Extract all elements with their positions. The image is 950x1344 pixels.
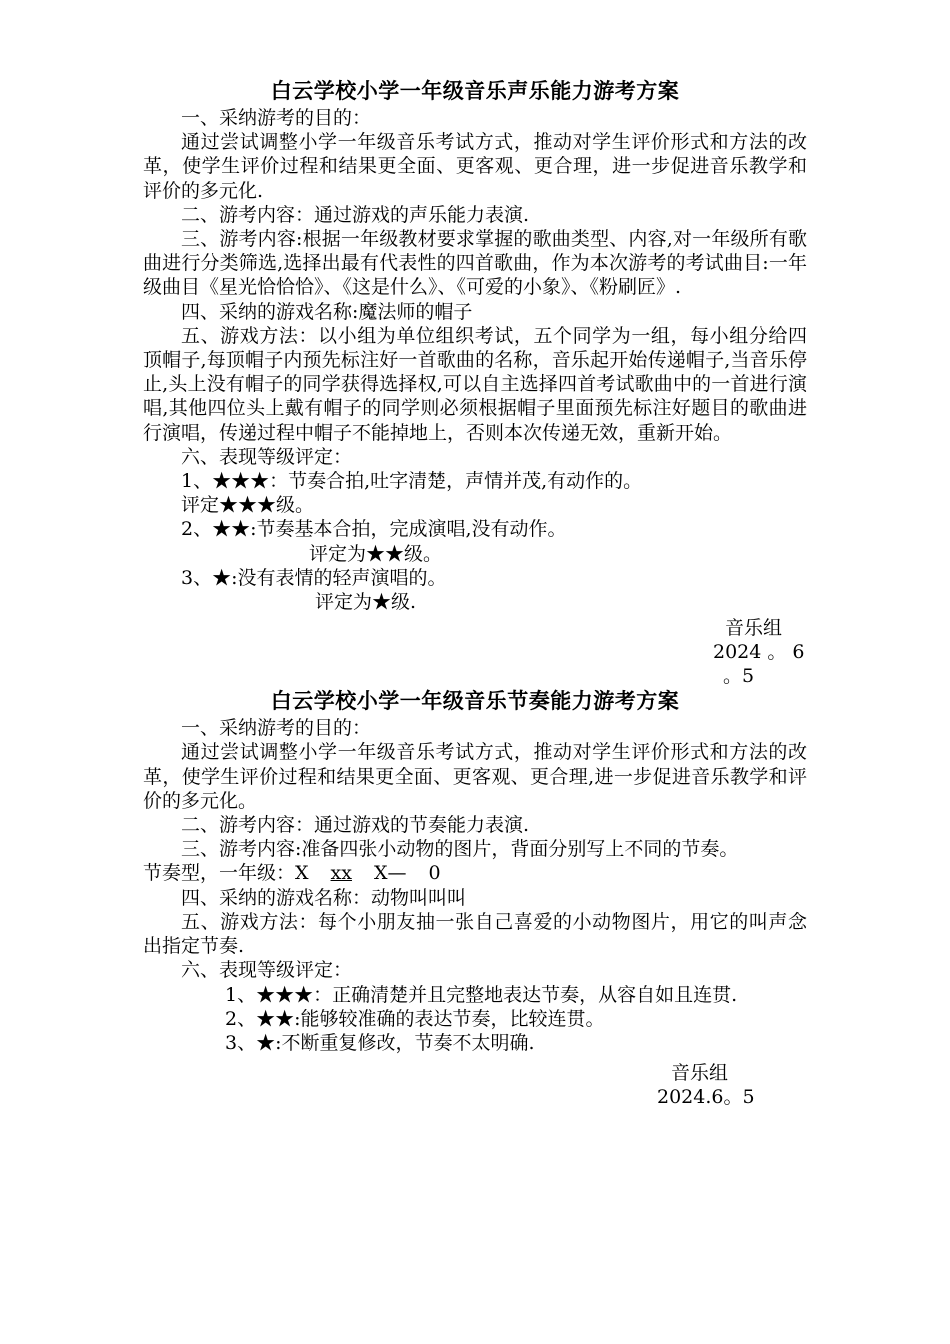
- grade-three-star-result: 评定★★★级。: [181, 494, 315, 517]
- section-title: 白云学校小学一年级音乐节奏能力游考方案: [270, 689, 680, 714]
- signature-date-continued: 。5: [723, 665, 755, 688]
- heading-purpose: 一、采纳游考的目的：: [181, 107, 372, 129]
- section-vocal-plan: [143, 76, 807, 688]
- rhythm-pattern: [143, 861, 807, 885]
- grade-three-star: 1、★★★：节奏合拍,吐字清楚，声情并茂,有动作的。: [181, 470, 643, 493]
- heading-purpose: 一、采纳游考的目的：: [181, 717, 372, 740]
- grade-two-star-result: 评定为★★级。: [309, 542, 443, 565]
- rhythm-eighth-notes: xx: [330, 862, 352, 885]
- heading-game-name: 四、采纳的游戏名称：动物叫叫叫: [181, 886, 467, 909]
- signature-date: 2024.6。5: [657, 1086, 755, 1109]
- heading-content: 二、游考内容：通过游戏的节奏能力表演.: [181, 814, 530, 837]
- rhythm-prefix: 节奏型，一年级：X: [143, 862, 309, 885]
- signature-date: 2024 。 6: [713, 641, 805, 664]
- grade-three-star: 1、★★★：正确清楚并且完整地表达节奏，从容自如且连贯.: [225, 983, 738, 1006]
- heading-content: 二、游考内容：通过游戏的声乐能力表演.: [181, 203, 530, 226]
- grade-one-star: 3、★:没有表情的轻声演唱的。: [181, 566, 447, 589]
- paragraph-game-method: 五、游戏方法：每个小朋友抽一张自己喜爱的小动物图片，用它的叫声念出指定节奏.: [143, 910, 807, 958]
- grade-one-star: 3、★:不断重复修改，节奏不太明确.: [225, 1031, 535, 1054]
- document-page: [143, 76, 807, 1109]
- signature-group: 音乐组: [671, 1062, 729, 1085]
- grade-two-star: 2、★★:能够较准确的表达节奏，比较连贯。: [225, 1007, 605, 1030]
- signature-group: 音乐组: [725, 617, 783, 640]
- paragraph-game-method: 五、游戏方法：以小组为单位组织考试，五个同学为一组，每小组分给四顶帽子,每顶帽子内预先标注好一首歌曲的名称，音乐起开始传递帽子,当音乐停止,头上没有帽子的同学获得选择权,可以自主选择四首考试歌曲中的一首进行演唱,其他四位头上戴有帽子的同学则必须根据帽子里面预先标注好题目的歌曲进行演唱，传递过程中帽子不能掉地上，否则本次传递无效，重新开始。: [143, 324, 807, 444]
- grade-one-star-result: 评定为★级.: [315, 591, 417, 614]
- heading-grading: 六、表现等级评定：: [181, 959, 353, 982]
- paragraph-content: 三、游考内容:准备四张小动物的图片，背面分别写上不同的节奏。: [181, 838, 739, 861]
- rhythm-half-note: X—: [373, 862, 407, 885]
- paragraph-purpose: 通过尝试调整小学一年级音乐考试方式，推动对学生评价形式和方法的改革，使学生评价过程和结果更全面、更客观、更合理,进一步促进音乐教学和评价的多元化。: [143, 741, 807, 812]
- grade-two-star: 2、★★:节奏基本合拍，完成演唱,没有动作。: [181, 518, 567, 541]
- paragraph-content: 三、游考内容:根据一年级教材要求掌握的歌曲类型、内容,对一年级所有歌曲进行分类筛选,选择出最有代表性的四首歌曲，作为本次游考的考试曲目:一年级曲目《星光恰恰恰》、《这是什么》、《可爱的小象》、《粉刷匠》.: [143, 228, 807, 299]
- section-title: 白云学校小学一年级音乐声乐能力游考方案: [270, 79, 680, 103]
- rhythm-rest: 0: [428, 862, 441, 885]
- paragraph-purpose: 通过尝试调整小学一年级音乐考试方式，推动对学生评价形式和方法的改革，使学生评价过程和结果更全面、更客观、更合理，进一步促进音乐教学和评价的多元化.: [143, 131, 807, 202]
- heading-game-name: 四、采纳的游戏名称:魔法师的帽子: [181, 300, 473, 323]
- heading-grading: 六、表现等级评定：: [181, 445, 353, 468]
- section-rhythm-plan: [143, 686, 807, 1109]
